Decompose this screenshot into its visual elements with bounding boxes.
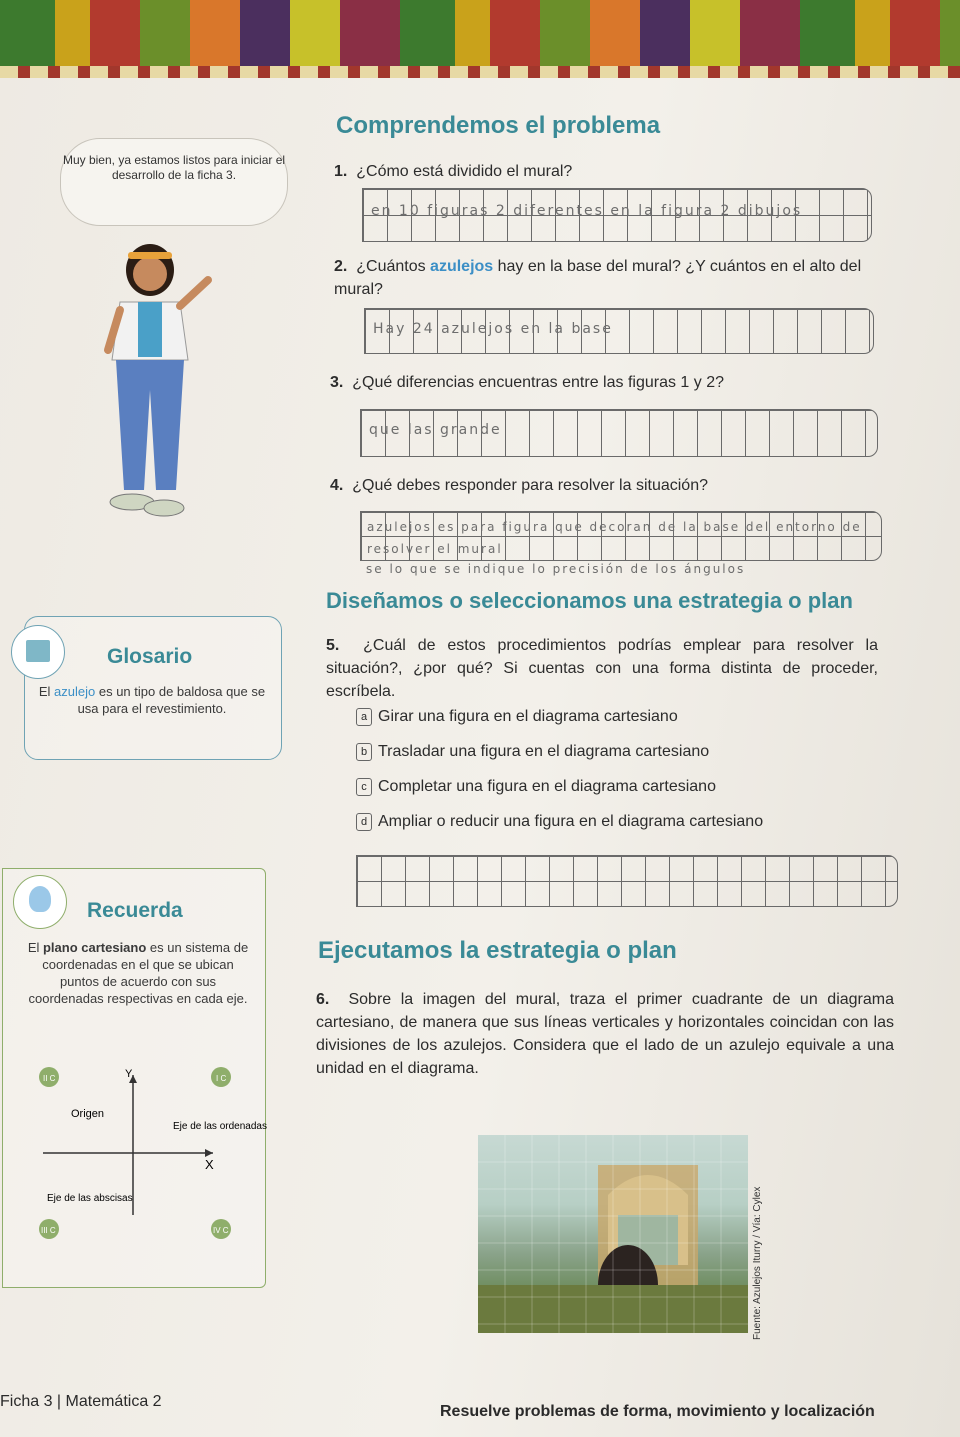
option-letter: d	[356, 813, 372, 831]
question-number: 3.	[330, 374, 344, 391]
handwritten-answer-1: en 10 figuras 2 diferentes en la figura 2 dibujos	[371, 203, 803, 219]
quadrant-i-label: I C	[216, 1074, 227, 1083]
image-source-credit: Fuente: Azulejos Iturry / Vía: Cylex	[752, 1186, 763, 1340]
question-number: 4.	[330, 477, 344, 494]
section-title-disenamos: Diseñamos o seleccionamos una estrategia o plan	[326, 588, 853, 613]
quadrant-iv-label: IV C	[213, 1226, 229, 1235]
lightbulb-icon	[13, 875, 67, 929]
question-number: 1.	[334, 163, 348, 180]
answer-grid-2[interactable]	[364, 308, 874, 354]
option-text: Girar una figura en el diagrama cartesiano	[378, 708, 678, 726]
option-a[interactable]	[356, 708, 678, 726]
answer-grid-3[interactable]	[360, 409, 878, 457]
origin-label: Origen	[71, 1108, 105, 1120]
question-5	[326, 634, 878, 703]
cartesian-plane-diagram	[33, 1065, 267, 1245]
question-text: Sobre la imagen del mural, traza el primer cuadrante de un diagrama cartesiano, de manera que sus líneas verticales y horizontales coincidan con las divisiones de los azulejos. Considera que el lado de un azulejo equivale a una unidad en el diagrama.	[316, 991, 894, 1077]
quadrant-iii-label: III C	[41, 1226, 56, 1235]
answer-grid-1[interactable]	[362, 188, 872, 242]
glossary-text: El azulejo es un tipo de baldosa que se usa para el revestimiento.	[38, 684, 266, 716]
recuerda-box	[2, 868, 266, 1288]
image-source-container	[752, 1140, 772, 1340]
question-text: hay en la base del mural? ¿Y cuántos en el alto del mural?	[334, 258, 862, 298]
section-title-ejecutamos: Ejecutamos la estrategia o plan	[318, 937, 677, 964]
speech-bubble: Muy bien, ya estamos listos para iniciar el desarrollo de la ficha 3.	[60, 138, 288, 226]
question-text: ¿Qué diferencias encuentras entre las figuras 1 y 2?	[352, 374, 724, 391]
highlight-term: azulejos	[430, 258, 494, 275]
footer-left: Ficha 3 | Matemática 2	[0, 1393, 162, 1410]
question-2	[334, 255, 874, 301]
question-3	[330, 371, 870, 394]
y-axis-label: Y	[125, 1068, 133, 1080]
abscisas-label: Eje de las abscisas	[47, 1193, 133, 1204]
glossary-title: Glosario	[107, 645, 193, 668]
handwritten-answer-2: Hay 24 azulejos en la base	[373, 321, 613, 337]
option-c[interactable]	[356, 778, 716, 796]
ordenadas-label: Eje de las ordenadas	[173, 1121, 267, 1132]
option-b[interactable]	[356, 743, 709, 761]
quadrant-ii-label: II C	[43, 1074, 56, 1083]
section-title-comprendemos: Comprendemos el problema	[336, 112, 661, 139]
decorative-top-band	[0, 0, 960, 78]
option-d[interactable]	[356, 813, 763, 831]
answer-grid-4[interactable]	[360, 511, 882, 561]
book-icon	[11, 625, 65, 679]
handwritten-answer-4: azulejos es para figura que decoran de la base del entorno de resolver el mural	[367, 520, 862, 556]
handwritten-answer-3: que las grande	[369, 422, 502, 438]
handwritten-answer-4-extra: se lo que se indique lo precisión de los ángulos	[366, 562, 746, 576]
option-text: Ampliar o reducir una figura en el diagrama cartesiano	[378, 813, 764, 831]
question-1	[334, 160, 894, 183]
question-number: 6.	[316, 991, 330, 1008]
option-text: Completar una figura en el diagrama cartesiano	[378, 778, 716, 796]
mural-drawing	[478, 1135, 748, 1333]
option-letter: c	[356, 778, 372, 796]
question-text: ¿Cuál de estos procedimientos podrías emplear para resolver la situación?, ¿por qué? Si cuentas con una forma distinta de proceder, escríbela.	[326, 637, 878, 700]
mural-image	[478, 1135, 748, 1333]
question-text: ¿Cómo está dividido el mural?	[356, 163, 573, 180]
footer-right: Resuelve problemas de forma, movimiento y localización	[440, 1403, 875, 1420]
question-4	[330, 474, 870, 497]
question-text: ¿Qué debes responder para resolver la situación?	[352, 477, 708, 494]
option-letter: a	[356, 708, 372, 726]
answer-grid-5[interactable]	[356, 855, 898, 907]
student-illustration	[80, 240, 220, 530]
recuerda-title: Recuerda	[87, 899, 183, 922]
question-number: 2.	[334, 258, 348, 275]
question-number: 5.	[326, 637, 340, 654]
question-text: ¿Cuántos	[356, 258, 431, 275]
option-text: Trasladar una figura en el diagrama cartesiano	[378, 743, 710, 761]
option-letter: b	[356, 743, 372, 761]
recuerda-text: El plano cartesiano es un sistema de coordenadas en el que se ubican puntos de acuerdo con sus coordenadas respectivas en cada eje.	[27, 940, 249, 1006]
glossary-box	[24, 616, 282, 760]
question-6	[316, 988, 894, 1080]
x-axis-label: X	[205, 1157, 214, 1172]
glossary-term: azulejo	[54, 684, 96, 699]
